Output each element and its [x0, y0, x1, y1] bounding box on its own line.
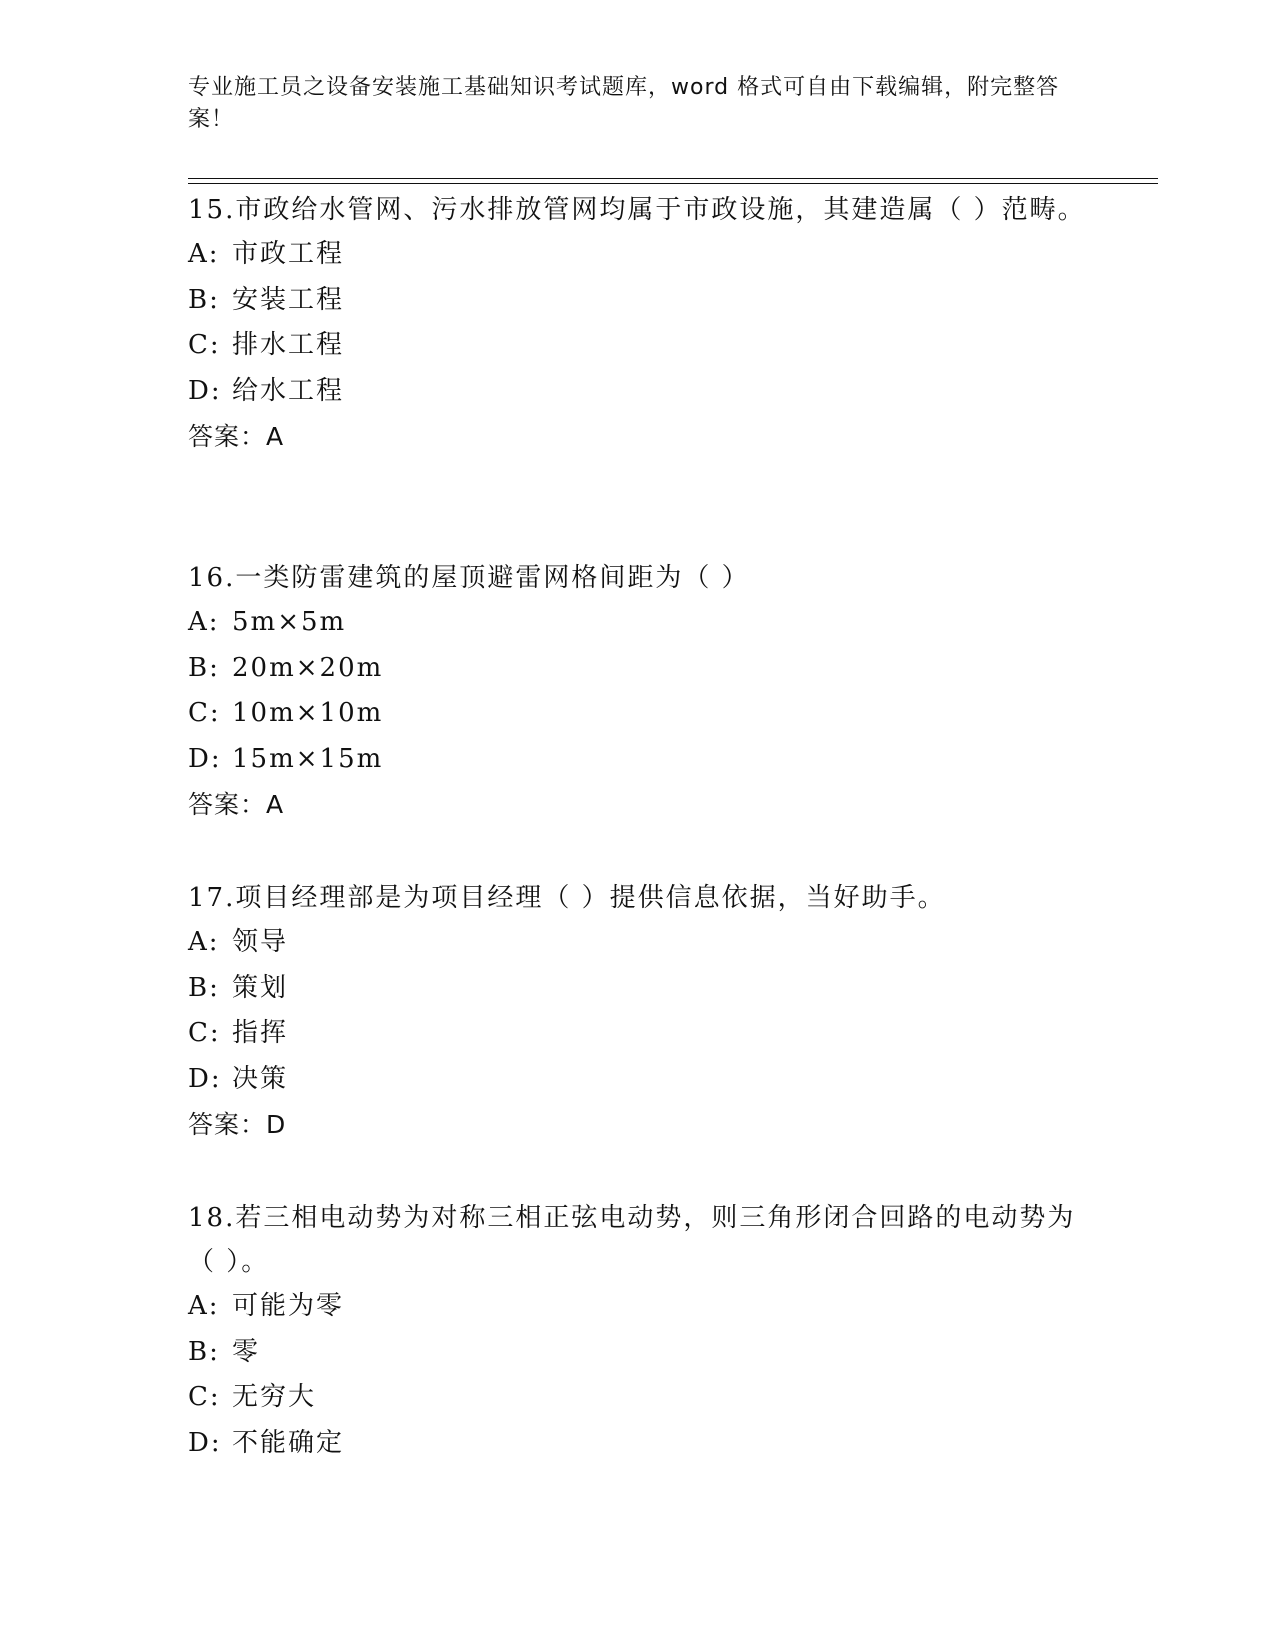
option-text: 10m×10m [232, 698, 384, 728]
option-b [188, 646, 1088, 692]
question-18 [188, 1196, 1088, 1466]
option-key: A: [188, 607, 220, 637]
option-key: A: [188, 1291, 220, 1321]
option-c [188, 1375, 1088, 1421]
option-text: 策划 [232, 972, 289, 1003]
option-key: C: [188, 1018, 221, 1048]
header-divider-bottom [188, 183, 1158, 184]
option-d [188, 369, 1088, 415]
option-key: B: [188, 1336, 220, 1367]
question-stem: 18.若三相电动势为对称三相正弦电动势，则三角形闭合回路的电动势为（ ）。 [188, 1203, 1076, 1277]
question-stem: 17.项目经理部是为项目经理（ ）提供信息依据，当好助手。 [188, 883, 946, 913]
option-b [188, 966, 1088, 1012]
question-16 [188, 556, 1088, 827]
answer-line: 答案：A [188, 790, 285, 819]
option-text: 5m×5m [232, 607, 347, 637]
option-c [188, 691, 1088, 737]
option-c [188, 1011, 1088, 1057]
option-key: A: [188, 927, 220, 957]
option-d [188, 1421, 1088, 1467]
option-text: 可能为零 [232, 1291, 345, 1321]
question-stem: 15.市政给水管网、污水排放管网均属于市政设施，其建造属（ ）范畴。 [188, 195, 1086, 225]
option-c [188, 323, 1088, 369]
option-b [188, 1330, 1088, 1376]
option-a [188, 1284, 1088, 1330]
answer-line: 答案：D [188, 1110, 287, 1139]
option-key: B: [188, 652, 220, 683]
option-key: C: [188, 1382, 221, 1412]
question-15 [188, 188, 1088, 459]
option-text: 零 [232, 1336, 261, 1367]
answer-line: 答案：A [188, 422, 285, 451]
document-intro: 专业施工员之设备安装施工基础知识考试题库，word 格式可自由下载编辑，附完整答案！ [188, 75, 1060, 132]
question-stem: 16.一类防雷建筑的屋顶避雷网格间距为（ ） [188, 563, 750, 593]
option-text: 给水工程 [232, 375, 345, 406]
option-text: 决策 [232, 1063, 289, 1094]
option-key: C: [188, 330, 221, 360]
option-text: 排水工程 [232, 330, 345, 360]
option-key: D: [188, 1063, 222, 1094]
header-divider-top [188, 178, 1158, 179]
option-key: C: [188, 698, 221, 728]
option-d [188, 1057, 1088, 1103]
option-text: 市政工程 [232, 239, 345, 269]
option-text: 领导 [232, 927, 289, 957]
option-text: 20m×20m [232, 652, 384, 683]
option-b [188, 278, 1088, 324]
option-a [188, 600, 1088, 646]
option-text: 不能确定 [232, 1427, 345, 1458]
option-key: B: [188, 284, 220, 315]
option-key: D: [188, 743, 222, 774]
option-key: D: [188, 1427, 222, 1458]
option-text: 15m×15m [232, 743, 384, 774]
question-17 [188, 876, 1088, 1147]
option-key: B: [188, 972, 220, 1003]
option-key: A: [188, 239, 220, 269]
option-key: D: [188, 375, 222, 406]
option-text: 指挥 [232, 1018, 289, 1048]
option-text: 无穷大 [232, 1382, 317, 1412]
option-d [188, 737, 1088, 783]
option-a [188, 232, 1088, 278]
option-text: 安装工程 [232, 284, 345, 315]
option-a [188, 920, 1088, 966]
